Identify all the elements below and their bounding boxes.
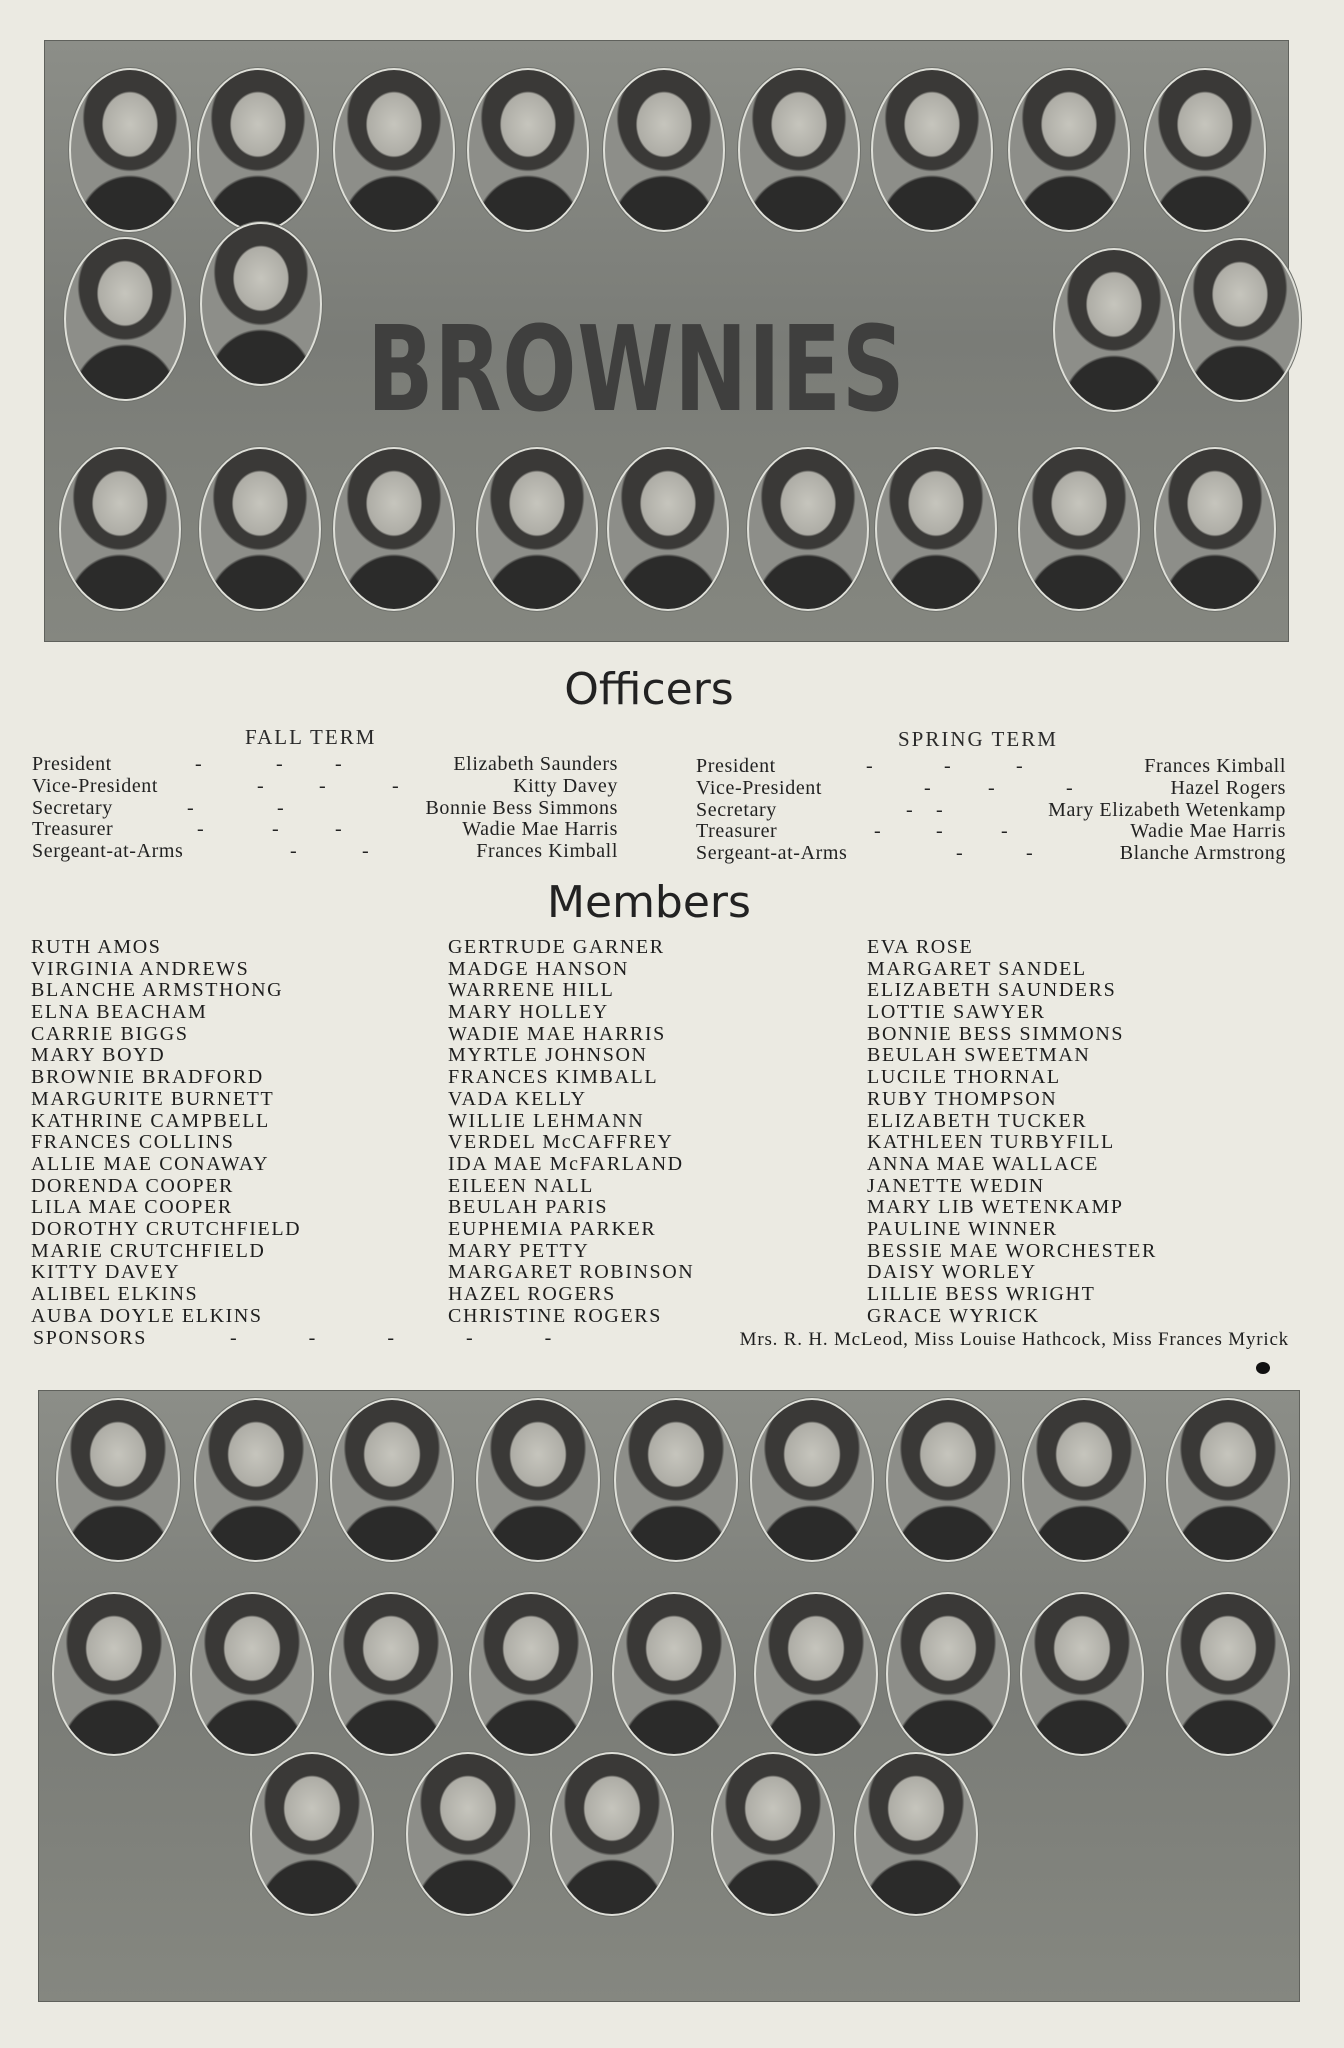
dash-leader: -	[197, 818, 205, 841]
fall-term-title: FALL TERM	[245, 725, 377, 749]
portrait-photo	[56, 1398, 180, 1562]
portrait-photo	[1166, 1592, 1290, 1756]
member-name: DAISY WORLEY	[867, 1261, 1037, 1284]
spring-officer-row	[696, 842, 1286, 864]
member-name: ELIZABETH TUCKER	[867, 1109, 1088, 1132]
dash-leader: -	[936, 820, 944, 843]
member-name: LILLIE BESS WRIGHT	[867, 1283, 1096, 1305]
officer-name: Blanche Armstrong	[1119, 842, 1286, 865]
sponsors-dash-leader: - - - - -	[230, 1327, 558, 1349]
portrait-photo	[1154, 447, 1276, 611]
member-name: ANNA MAE WALLACE	[867, 1152, 1099, 1175]
portrait-photo	[1144, 68, 1266, 232]
portrait-photo	[197, 68, 319, 232]
portrait-photo	[612, 1592, 736, 1756]
spring-officer-row	[696, 777, 1286, 799]
officer-name: Kitty Davey	[513, 774, 618, 797]
dash-leader: -	[335, 818, 343, 841]
member-name: CHRISTINE ROGERS	[448, 1304, 662, 1327]
member-name: KATHLEEN TURBYFILL	[867, 1131, 1115, 1154]
member-name: HAZEL ROGERS	[448, 1283, 616, 1305]
portrait-photo	[52, 1592, 176, 1756]
portrait-photo	[199, 447, 321, 611]
member-name: KITTY DAVEY	[31, 1261, 181, 1284]
dash-leader: -	[276, 753, 284, 775]
spring-officer-row	[696, 755, 1286, 777]
member-name: RUBY THOMPSON	[867, 1087, 1058, 1110]
member-name: MARGARET SANDEL	[867, 957, 1087, 980]
member-name: MADGE HANSON	[448, 957, 629, 980]
member-name: MARGARET ROBINSON	[448, 1261, 695, 1284]
dash-leader: -	[290, 840, 298, 863]
officer-name: Frances Kimball	[1144, 755, 1286, 777]
officer-name: Frances Kimball	[476, 840, 618, 863]
officer-role: Vice-President	[32, 774, 159, 797]
officer-name: Wadie Mae Harris	[462, 818, 618, 841]
portrait-photo	[886, 1398, 1010, 1562]
portrait-photo	[330, 1398, 454, 1562]
member-name: DOROTHY CRUTCHFIELD	[31, 1217, 302, 1240]
officer-role: President	[32, 753, 112, 775]
member-name: JANETTE WEDIN	[867, 1174, 1045, 1197]
member-name: WADIE MAE HARRIS	[448, 1022, 666, 1045]
member-name: BEULAH PARIS	[448, 1196, 609, 1219]
portrait-photo	[59, 447, 181, 611]
dash-leader: -	[1026, 842, 1034, 865]
brownies-banner-title: BROWNIES	[367, 300, 906, 438]
member-name: KATHRINE CAMPBELL	[31, 1109, 270, 1132]
member-name: BROWNIE BRADFORD	[31, 1066, 264, 1089]
portrait-photo	[1022, 1398, 1146, 1562]
portrait-photo	[886, 1592, 1010, 1756]
member-name: ELNA BEACHAM	[31, 1001, 208, 1024]
member-name: GRACE WYRICK	[867, 1304, 1040, 1327]
dash-leader: -	[362, 840, 370, 863]
member-name: MARGURITE BURNETT	[31, 1087, 275, 1110]
member-name: MARIE CRUTCHFIELD	[31, 1239, 266, 1262]
portrait-photo	[194, 1398, 318, 1562]
portrait-photo	[750, 1398, 874, 1562]
sponsors-names: Mrs. R. H. McLeod, Miss Louise Hathcock, Miss Frances Myrick	[739, 1329, 1289, 1350]
dash-leader: -	[874, 820, 882, 843]
members-column-1	[31, 937, 301, 1327]
dash-leader: -	[1016, 755, 1024, 777]
portrait-photo	[1018, 447, 1140, 611]
portrait-photo	[69, 68, 191, 232]
fall-officer-row	[32, 818, 618, 840]
officer-role: Secretary	[696, 798, 777, 821]
member-name: IDA MAE McFARLAND	[448, 1152, 684, 1175]
dash-leader: -	[1066, 776, 1074, 799]
member-name: LOTTIE SAWYER	[867, 1001, 1046, 1024]
officer-role: Treasurer	[696, 820, 778, 843]
member-name: PAULINE WINNER	[867, 1217, 1058, 1240]
fall-officer-row	[32, 797, 618, 819]
member-name: RUTH AMOS	[31, 936, 162, 958]
officer-name: Wadie Mae Harris	[1130, 820, 1286, 843]
fall-officer-row	[32, 840, 618, 862]
portrait-photo	[1008, 68, 1130, 232]
dash-leader: -	[1001, 820, 1009, 843]
portrait-photo	[476, 1398, 600, 1562]
portrait-photo	[738, 68, 860, 232]
member-name: ALIBEL ELKINS	[31, 1283, 199, 1305]
dash-leader: -	[944, 755, 952, 777]
dash-leader: -	[956, 842, 964, 865]
bottom-photo-panel	[38, 1390, 1300, 2002]
fall-officer-row	[32, 753, 618, 775]
member-name: FRANCES KIMBALL	[448, 1066, 659, 1089]
member-name: VADA KELLY	[448, 1087, 587, 1110]
dash-leader: -	[392, 774, 400, 797]
member-name: VIRGINIA ANDREWS	[31, 957, 250, 980]
member-name: EVA ROSE	[867, 936, 974, 958]
dash-leader: -	[187, 796, 195, 819]
dash-leader: -	[272, 818, 280, 841]
portrait-photo	[333, 68, 455, 232]
member-name: MARY PETTY	[448, 1239, 590, 1262]
member-name: LUCILE THORNAL	[867, 1066, 1061, 1089]
member-name: MARY HOLLEY	[448, 1001, 609, 1024]
dash-leader: -	[335, 753, 343, 775]
dash-leader: -	[988, 776, 996, 799]
member-name: FRANCES COLLINS	[31, 1131, 235, 1154]
portrait-photo	[603, 68, 725, 232]
dash-leader: -	[936, 798, 944, 821]
officer-name: Hazel Rogers	[1170, 776, 1286, 799]
portrait-photo	[1020, 1592, 1144, 1756]
portrait-photo	[550, 1752, 674, 1916]
portrait-photo	[469, 1592, 593, 1756]
officers-heading: Officers	[564, 664, 734, 715]
portrait-photo	[190, 1592, 314, 1756]
member-name: VERDEL McCAFFREY	[448, 1131, 674, 1154]
members-column-3	[867, 937, 1157, 1327]
portrait-photo	[1053, 248, 1175, 412]
portrait-photo	[1166, 1398, 1290, 1562]
member-name: WARRENE HILL	[448, 979, 615, 1002]
member-name: ALLIE MAE CONAWAY	[31, 1152, 270, 1175]
dash-leader: -	[257, 774, 265, 797]
member-name: EUPHEMIA PARKER	[448, 1217, 657, 1240]
officer-name: Bonnie Bess Simmons	[425, 796, 618, 819]
portrait-photo	[200, 222, 322, 386]
ink-spot	[1256, 1362, 1270, 1374]
fall-officer-row	[32, 775, 618, 797]
dash-leader: -	[906, 798, 914, 821]
member-name: GERTRUDE GARNER	[448, 936, 665, 958]
dash-leader: -	[866, 755, 874, 777]
portrait-photo	[406, 1752, 530, 1916]
officer-name: Elizabeth Saunders	[453, 753, 618, 775]
portrait-photo	[1179, 238, 1301, 402]
dash-leader: -	[195, 753, 203, 775]
member-name: ELIZABETH SAUNDERS	[867, 979, 1117, 1002]
officer-role: Treasurer	[32, 818, 114, 841]
dash-leader: -	[924, 776, 932, 799]
portrait-photo	[747, 447, 869, 611]
member-name: MARY LIB WETENKAMP	[867, 1196, 1124, 1219]
portrait-photo	[329, 1592, 453, 1756]
portrait-photo	[754, 1592, 878, 1756]
portrait-photo	[476, 447, 598, 611]
members-column-2	[448, 937, 694, 1327]
member-name: MARY BOYD	[31, 1044, 166, 1067]
member-name: BEULAH SWEETMAN	[867, 1044, 1091, 1067]
member-name: BLANCHE ARMSTHONG	[31, 979, 284, 1002]
officer-role: Sergeant-at-Arms	[32, 840, 184, 863]
officer-role: Vice-President	[696, 776, 823, 799]
portrait-photo	[854, 1752, 978, 1916]
member-name: MYRTLE JOHNSON	[448, 1044, 648, 1067]
spring-term-title: SPRING TERM	[898, 727, 1058, 751]
portrait-photo	[875, 447, 997, 611]
officer-role: Secretary	[32, 796, 113, 819]
spring-officer-row	[696, 799, 1286, 821]
portrait-photo	[871, 68, 993, 232]
spring-officer-row	[696, 820, 1286, 842]
portrait-photo	[64, 237, 186, 401]
portrait-photo	[467, 68, 589, 232]
portrait-photo	[250, 1752, 374, 1916]
member-name: CARRIE BIGGS	[31, 1022, 189, 1045]
member-name: BONNIE BESS SIMMONS	[867, 1022, 1125, 1045]
officer-name: Mary Elizabeth Wetenkamp	[1048, 798, 1286, 821]
dash-leader: -	[277, 796, 285, 819]
member-name: LILA MAE COOPER	[31, 1196, 233, 1219]
officer-role: Sergeant-at-Arms	[696, 842, 848, 865]
sponsors-label: SPONSORS	[33, 1327, 147, 1349]
portrait-photo	[711, 1752, 835, 1916]
member-name: WILLIE LEHMANN	[448, 1109, 645, 1132]
officer-role: President	[696, 755, 776, 777]
member-name: BESSIE MAE WORCHESTER	[867, 1239, 1157, 1262]
member-name: EILEEN NALL	[448, 1174, 594, 1197]
member-name: DORENDA COOPER	[31, 1174, 234, 1197]
dash-leader: -	[319, 774, 327, 797]
portrait-photo	[607, 447, 729, 611]
member-name: AUBA DOYLE ELKINS	[31, 1304, 263, 1327]
portrait-photo	[614, 1398, 738, 1562]
top-photo-panel	[44, 40, 1289, 642]
members-heading: Members	[547, 877, 751, 928]
portrait-photo	[333, 447, 455, 611]
